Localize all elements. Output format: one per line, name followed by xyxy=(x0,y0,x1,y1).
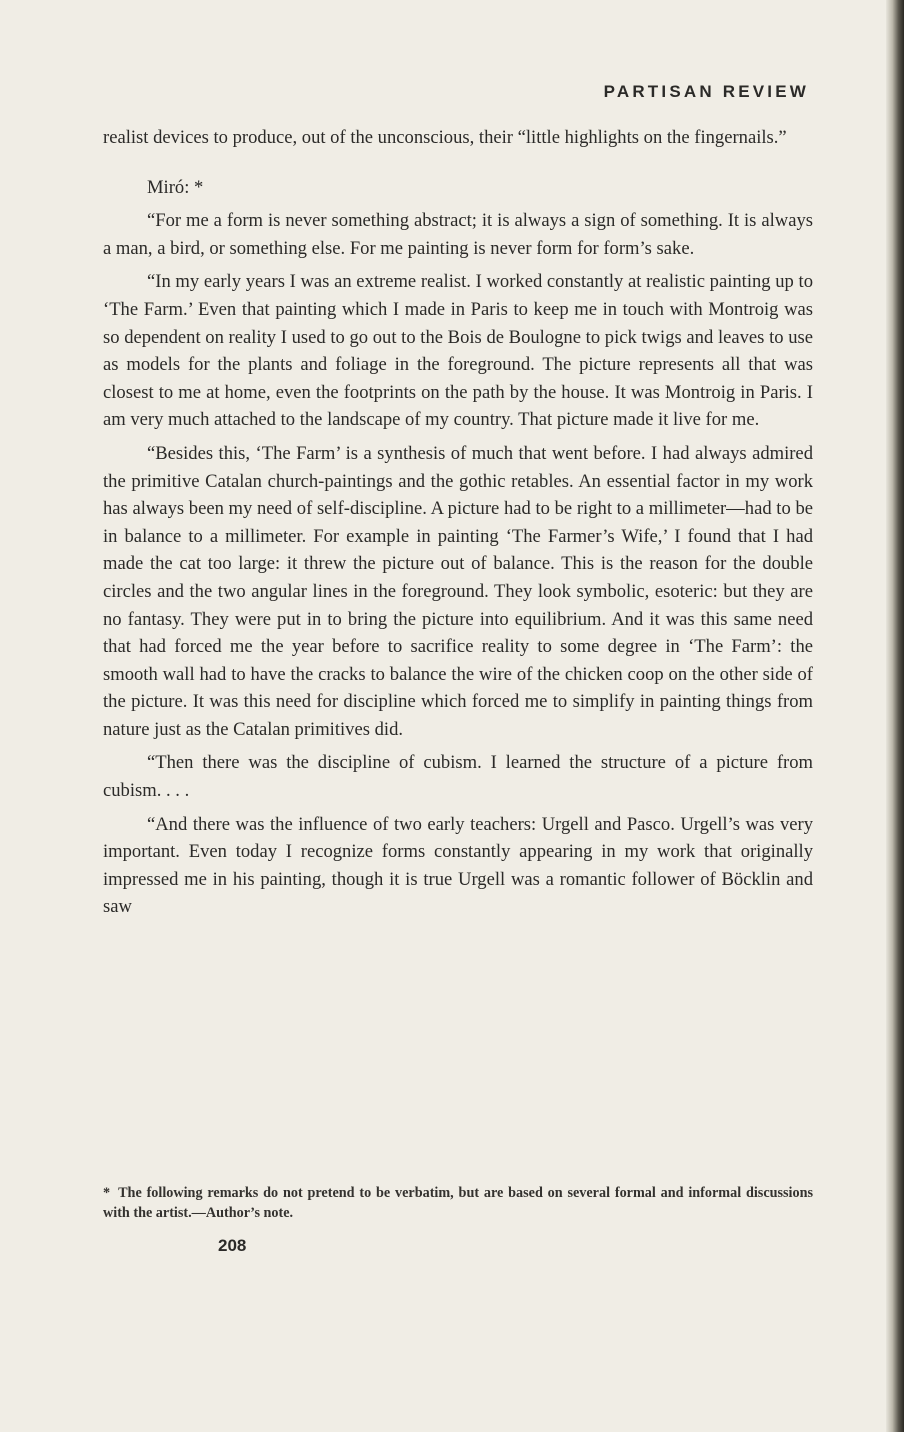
paragraph: “Besides this, ‘The Farm’ is a synthesis of much that went before. I had always admired the primitive Catalan church-paintings and the gothic retables. An essential factor in my work has always been my need of self-discipline. A picture had to be right to a millimeter—had to be in balance to a millimeter. For example in painting ‘The Farmer’s Wife,’ I found that I had made the cat too large: it threw the picture out of balance. This is the reason for the double circles and the two angular lines in the foreground. They look symbolic, esoteric: but they are no fantasy. They were put in to bring the picture into equilibrium. And it was this same need that had forced me the year before to sacrifice reality to some degree in ‘The Farm’: the smooth wall had to have the cracks to balance the wire of the chicken coop on the other side of the picture. It was this need for discipline which forced me to simplify in painting things from nature just as the Catalan primitives did. xyxy=(103,442,813,740)
footnote xyxy=(103,1183,813,1223)
paragraph: “Then there was the discipline of cubism. I learned the structure of a picture from cubism. . . . xyxy=(103,752,813,802)
page-edge-shadow xyxy=(886,0,904,1432)
body-text xyxy=(103,124,813,927)
footnote-text: The following remarks do not pretend to be verbatim, but are based on several formal and informal discussions with the artist.—Author’s note. xyxy=(103,1185,813,1221)
speaker-heading: Miró: * xyxy=(147,176,204,198)
paragraph: “In my early years I was an extreme realist. I worked constantly at realistic painting up to ‘The Farm.’ Even that painting which I made in Paris to keep me in touch with Montroig was so dependent on reality I used to go out to the Bois de Boulogne to pick twigs and leaves to use as models for the plants and foliage in the foreground. The picture represents all that was closest to me at home, even the footprints on the path by the house. It was Montroig in Paris. I am very much attached to the landscape of my country. That picture made it live for me. xyxy=(103,271,813,431)
page-number: 208 xyxy=(218,1236,247,1255)
paragraph: “For me a form is never something abstract; it is always a sign of something. It is always a man, a bird, or something else. For me painting is never form for form’s sake. xyxy=(103,210,813,259)
paragraph: “And there was the influence of two early teachers: Urgell and Pasco. Urgell’s was very important. Even today I recognize forms constantly appearing in my work that originally impressed me in his painting, though it is true Urgell was a romantic follower of Böcklin and saw xyxy=(103,813,813,918)
running-head: PARTISAN REVIEW xyxy=(603,82,809,101)
footnote-marker: * xyxy=(103,1185,111,1201)
paragraph: realist devices to produce, out of the unconscious, their “little highlights on the fingernails.” xyxy=(103,127,787,148)
